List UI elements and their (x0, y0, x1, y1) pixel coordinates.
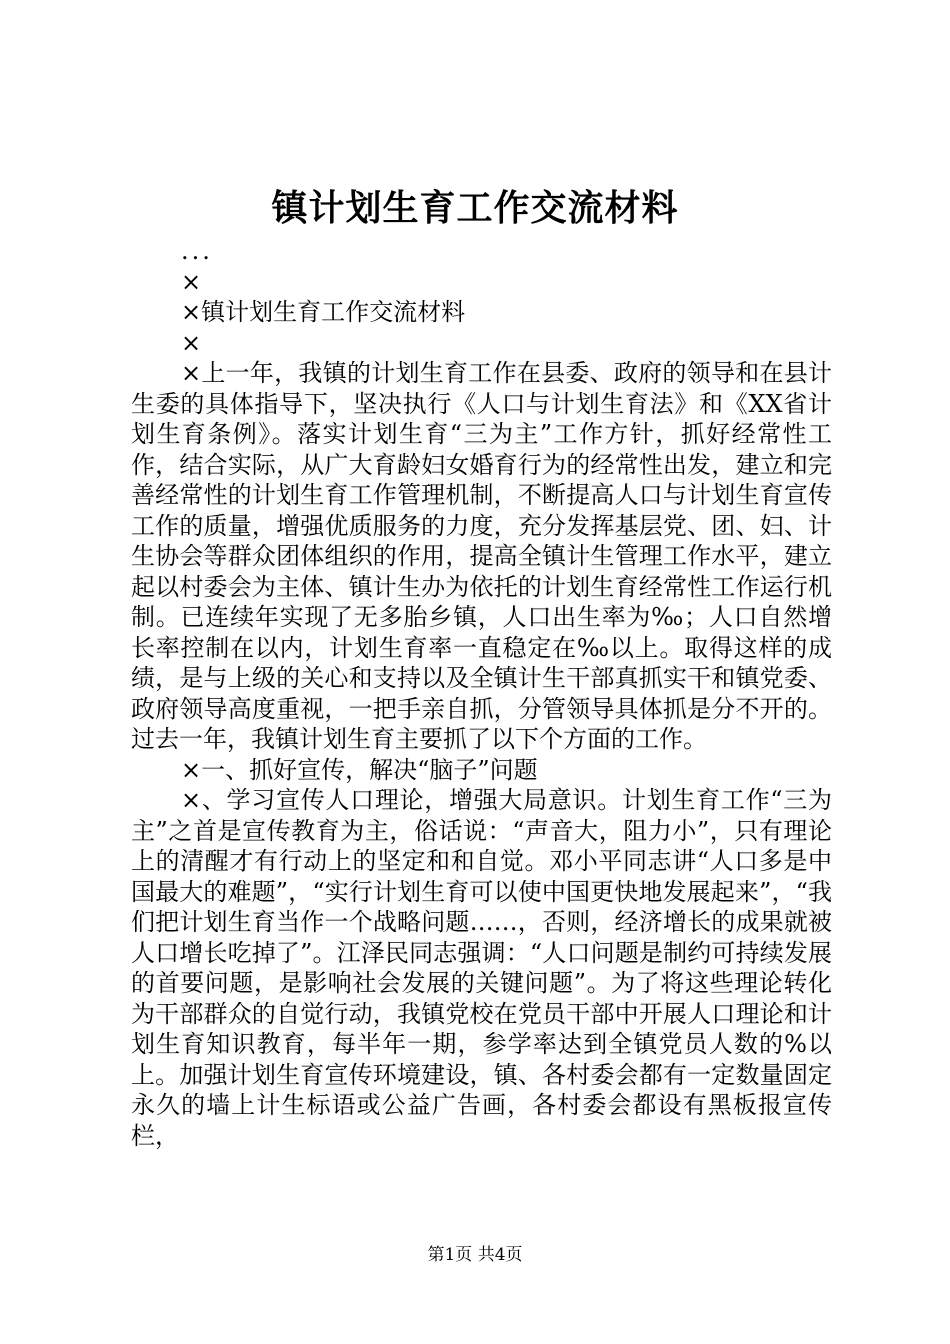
paragraph-intro: ×上一年，我镇的计划生育工作在县委、政府的领导和在县计生委的具体指导下，坚决执行《人口与计划生育法》和《XX省计划生育条例》。落实计划生育“三为主”工作方针，抓好经常性工作，结合实际，从广大育龄妇女婚育行为的经常性出发，建立和完善经常性的计划生育工作管理机制，不断提高人口与计划生育宣传工作的质量，增强优质服务的力度，充分发挥基层党、团、妇、计生协会等群众团体组织的作用，提高全镇计生管理工作水平，建立起以村委会为主体、镇计生办为依托的计划生育经常性工作运行机制。已连续年实现了无多胎乡镇，人口出生率为‰；人口自然增长率控制在以内，计划生育率一直稳定在‰以上。取得这样的成绩，是与上级的关心和支持以及全镇计生干部真抓实干和镇党委、政府领导高度重视，一把手亲自抓，分管领导具体抓是分不开的。过去一年，我镇计划生育主要抓了以下个方面的工作。 (131, 359, 832, 753)
paragraph-subtitle: ×镇计划生育工作交流材料 (181, 298, 466, 326)
paragraph: × (181, 267, 202, 296)
paragraph-section-1: ×、学习宣传人口理论，增强大局意识。计划生育工作“三为主”之首是宣传教育为主，俗话说：“声音大，阻力小”，只有理论上的清醒才有行动上的坚定和和自觉。邓小平同志讲“人口多是中国最大的难题”，“实行计划生育可以使中国更快地发展起来”，“我们把计划生育当作一个战略问题……，否则，经济增长的成果就被人口增长吃掉了”。江泽民同志强调：“人口问题是制约可持续发展的首要问题，是影响社会发展的关键问题”。为了将这些理论转化为干部群众的自觉行动，我镇党校在党员干部中开展人口理论和计划生育知识教育，每半年一期，参学率达到全镇党员人数的%以上。加强计划生育宣传环境建设，镇、各村委会都有一定数量固定永久的墙上计生标语或公益广告画，各村委会都设有黑板报宣传栏， (131, 786, 832, 1150)
paragraph-ellipsis: ... (181, 237, 213, 265)
section-heading: ×一、抓好宣传，解决“脑子”问题 (181, 755, 538, 784)
paragraph: × (181, 328, 202, 357)
document-title: 镇计划生育工作交流材料 (271, 187, 679, 229)
page-footer: 第1页 共4页 (427, 1245, 523, 1265)
document-body (131, 236, 832, 1151)
